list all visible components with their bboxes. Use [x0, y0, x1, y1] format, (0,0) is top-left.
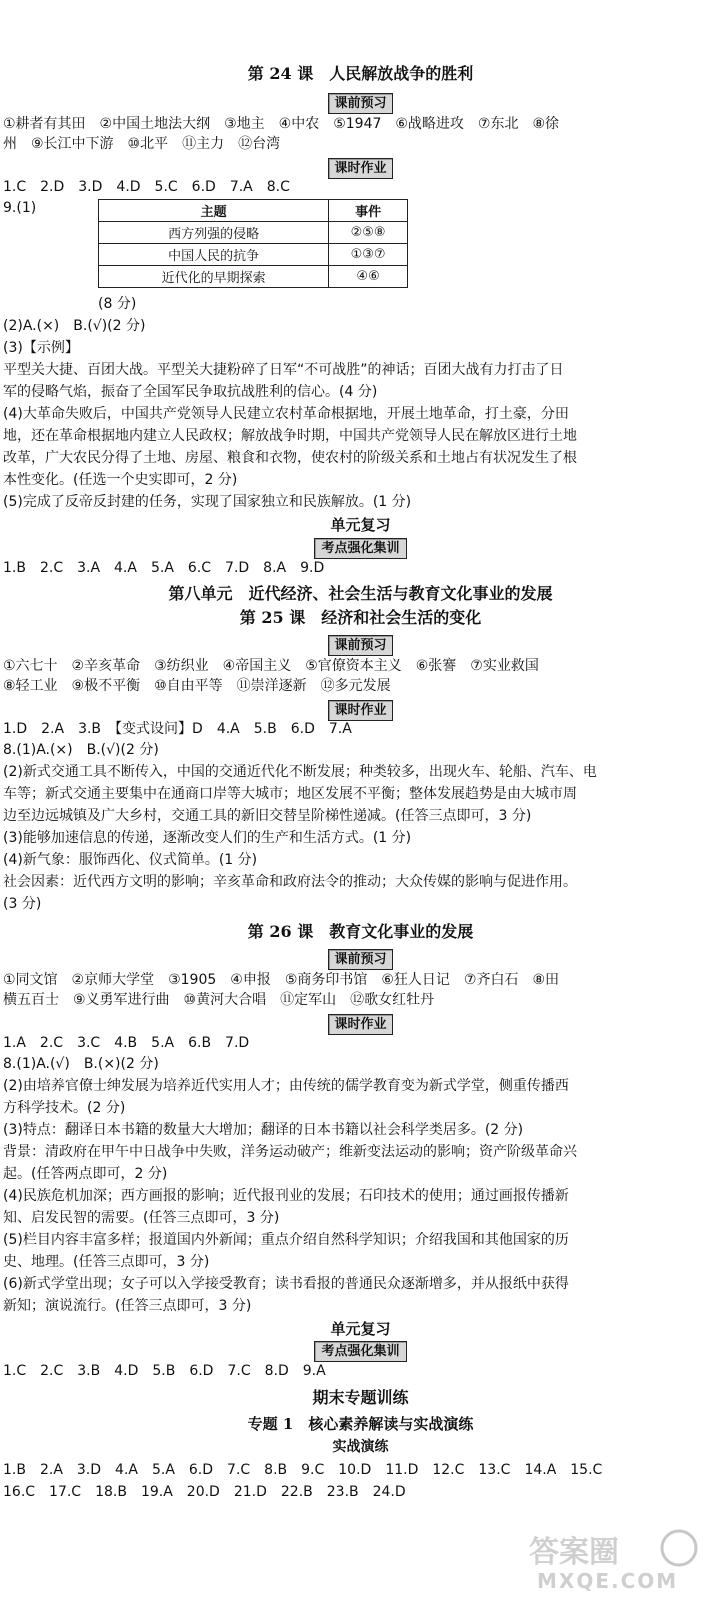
lesson-24-choice-answers: 1.C 2.D 3.D 4.D 5.C 6.D 7.A 8.C	[3, 179, 290, 195]
watermark-logo	[509, 1526, 709, 1592]
final-answers-line-2: 16.C 17.C 18.B 19.A 20.D 21.D 22.B 23.B 24.D	[3, 1484, 406, 1500]
table-cell-theme: 中国人民的抗争	[99, 244, 329, 266]
table-cell-event: ②⑤⑧	[329, 222, 408, 244]
answer-line: 方科学技术。(2 分)	[3, 1100, 126, 1116]
answer-line: 本性变化。(任选一个史实即可，2 分)	[3, 472, 238, 488]
lesson-26-choice-answers: 1.A 2.C 3.C 4.B 5.A 6.B 7.D	[3, 1035, 250, 1051]
unit-review-badge: 考点强化集训	[0, 1340, 721, 1362]
answer-line: 8.(1)A.(√) B.(×)(2 分)	[3, 1056, 159, 1072]
table-header-row	[99, 200, 408, 222]
answer-line: (4)大革命失败后，中国共产党领导人民建立农村革命根据地，开展土地革命，打土豪，分田	[3, 406, 569, 422]
answer-line: 军的侵略气焰，振奋了全国军民争取抗战胜利的信心。(4 分)	[3, 384, 378, 400]
lesson-25-preview-line-1: ①六七十 ②辛亥革命 ③纺织业 ④帝国主义 ⑤官僚资本主义 ⑥张謇 ⑦实业救国	[3, 658, 539, 674]
table-cell-theme: 西方列强的侵略	[99, 222, 329, 244]
theme-event-table	[98, 199, 408, 288]
lesson-25-preview-badge: 课前预习	[0, 634, 721, 656]
lesson-26-preview-line-1: ①同文馆 ②京师大学堂 ③1905 ④申报 ⑤商务印书馆 ⑥狂人日记 ⑦齐白石 ⑧田	[3, 972, 560, 988]
lesson-26-title: 第 26 课 教育文化事业的发展	[247, 922, 474, 941]
answer-line: 平型关大捷、百团大战。平型关大捷粉碎了日军“不可战胜”的神话；百团大战有力打击了日	[3, 362, 564, 378]
table-cell-theme: 近代化的早期探索	[99, 266, 329, 288]
lesson-25-homework-badge: 课时作业	[0, 699, 721, 721]
answer-line: 改革，广大农民分得了土地、房屋、粮食和衣物，使农村的阶级关系和土地占有状况发生了根	[3, 450, 577, 466]
answer-line: 地，还在革命根据地内建立人民政权；解放战争时期，中国共产党领导人民在解放区进行土地	[3, 428, 577, 444]
q9-score: (8 分)	[98, 296, 137, 312]
answer-line: (5)完成了反帝反封建的任务，实现了国家独立和民族解放。(1 分)	[3, 494, 412, 510]
unit-review-title: 单元复习	[330, 1320, 391, 1338]
lesson-25-title: 第 25 课 经济和社会生活的变化	[239, 608, 482, 627]
answer-line: 新知；演说流行。(任答三点即可，3 分)	[3, 1298, 252, 1314]
final-training-title: 期末专题训练	[312, 1388, 409, 1407]
lesson-24-title: 第 24 课 人民解放战争的胜利	[247, 64, 474, 83]
answer-line: (5)栏目内容丰富多样；报道国内外新闻；重点介绍自然科学知识；介绍我国和其他国家的历	[3, 1232, 569, 1248]
watermark-graphic	[509, 1526, 709, 1592]
unit-review-title: 单元复习	[330, 516, 391, 534]
answer-line: 8.(1)A.(×) B.(√)(2 分)	[3, 742, 159, 758]
answer-line: 车等；新式交通主要集中在通商口岸等大城市；地区发展不平衡；整体发展趋势是由大城市周	[3, 786, 577, 802]
table-row	[99, 266, 408, 288]
answer-line: (4)民族危机加深；西方画报的影响；近代报刊业的发展；石印技术的使用；通过画报传播新	[3, 1188, 569, 1204]
answer-line: (6)新式学堂出现；女子可以入学接受教育；读书看报的普通民众逐渐增多，并从报纸中获得	[3, 1276, 569, 1292]
lesson-24-homework-badge: 课时作业	[0, 157, 721, 179]
answer-line: 知、启发民智的需要。(任答三点即可，3 分)	[3, 1210, 280, 1226]
unit-8-title: 第八单元 近代经济、社会生活与教育文化事业的发展	[168, 584, 553, 603]
unit-review-answers: 1.C 2.C 3.B 4.D 5.B 6.D 7.C 8.D 9.A	[3, 1363, 326, 1379]
table-header-theme: 主题	[99, 200, 329, 222]
lesson-25-preview-line-2: ⑧轻工业 ⑨极不平衡 ⑩自由平等 ⑪崇洋逐新 ⑫多元发展	[3, 678, 391, 694]
watermark-url: MXQE.COM	[537, 1569, 679, 1592]
answer-line: (3 分)	[3, 896, 42, 912]
answer-line: (2)A.(×) B.(√)(2 分)	[3, 318, 146, 334]
answer-line: (3)能够加速信息的传递，逐渐改变人们的生产和生活方式。(1 分)	[3, 830, 412, 846]
answer-line: (2)由培养官僚士绅发展为培养近代实用人才；由传统的儒学教育变为新式学堂，侧重传播西	[3, 1078, 569, 1094]
unit-review-answers: 1.B 2.C 3.A 4.A 5.A 6.C 7.D 8.A 9.D	[3, 560, 325, 576]
lesson-26-preview-badge: 课前预习	[0, 948, 721, 970]
lesson-26-homework-badge: 课时作业	[0, 1013, 721, 1035]
answer-line: (3)特点：翻译日本书籍的数量大大增加；翻译的日本书籍以社会科学类居多。(2 分)	[3, 1122, 524, 1138]
answer-line: 边至边远城镇及广大乡村，交通工具的新旧交替呈阶梯性递减。(任答三点即可，3 分)	[3, 808, 532, 824]
lesson-24-preview-line-2: 州 ⑨长江中下游 ⑩北平 ⑪主力 ⑫台湾	[3, 136, 281, 152]
lesson-24-preview-badge: 课前预习	[0, 92, 721, 114]
answer-line: (3)【示例】	[3, 340, 79, 356]
table-header-event: 事件	[329, 200, 408, 222]
final-practice-subtitle: 实战演练	[332, 1439, 389, 1455]
lesson-25-choice-answers: 1.D 2.A 3.B 【变式设问】D 4.A 5.B 6.D 7.A	[3, 721, 352, 737]
answer-line: 背景：清政府在甲午中日战争中失败，洋务运动破产；维新变法运动的影响；资产阶级革命兴	[3, 1144, 577, 1160]
watermark-logo-text: 答案圈	[529, 1535, 619, 1570]
answer-line: (4)新气象：服饰西化、仪式简单。(1 分)	[3, 852, 258, 868]
lesson-24-preview-line-1: ①耕者有其田 ②中国土地法大纲 ③地主 ④中农 ⑤1947 ⑥战略进攻 ⑦东北 ⑧徐	[3, 116, 560, 132]
table-row	[99, 244, 408, 266]
answer-line: (2)新式交通工具不断传入，中国的交通近代化不断发展；种类较多，出现火车、轮船、汽车、电	[3, 764, 597, 780]
answer-line: 社会因素：近代西方文明的影响；辛亥革命和政府法令的推动；大众传媒的影响与促进作用。	[3, 874, 577, 890]
final-answers-line-1: 1.B 2.A 3.D 4.A 5.A 6.D 7.C 8.B 9.C 10.D 11.D 12.C 13.C 14.A 15.C	[3, 1462, 603, 1478]
final-topic-title: 专题 1 核心素养解读与实战演练	[247, 1415, 474, 1433]
table-cell-event: ④⑥	[329, 266, 408, 288]
answer-line: 史、地理。(任答三点即可，3 分)	[3, 1254, 210, 1270]
table-row	[99, 222, 408, 244]
q9-label: 9.(1)	[3, 200, 37, 216]
unit-review-badge: 考点强化集训	[0, 537, 721, 559]
lesson-26-preview-line-2: 横五百士 ⑨义勇军进行曲 ⑩黄河大合唱 ⑪定军山 ⑫歌女红牡丹	[3, 992, 435, 1008]
table-cell-event: ①③⑦	[329, 244, 408, 266]
answer-line: 起。(任答两点即可，2 分)	[3, 1166, 168, 1182]
